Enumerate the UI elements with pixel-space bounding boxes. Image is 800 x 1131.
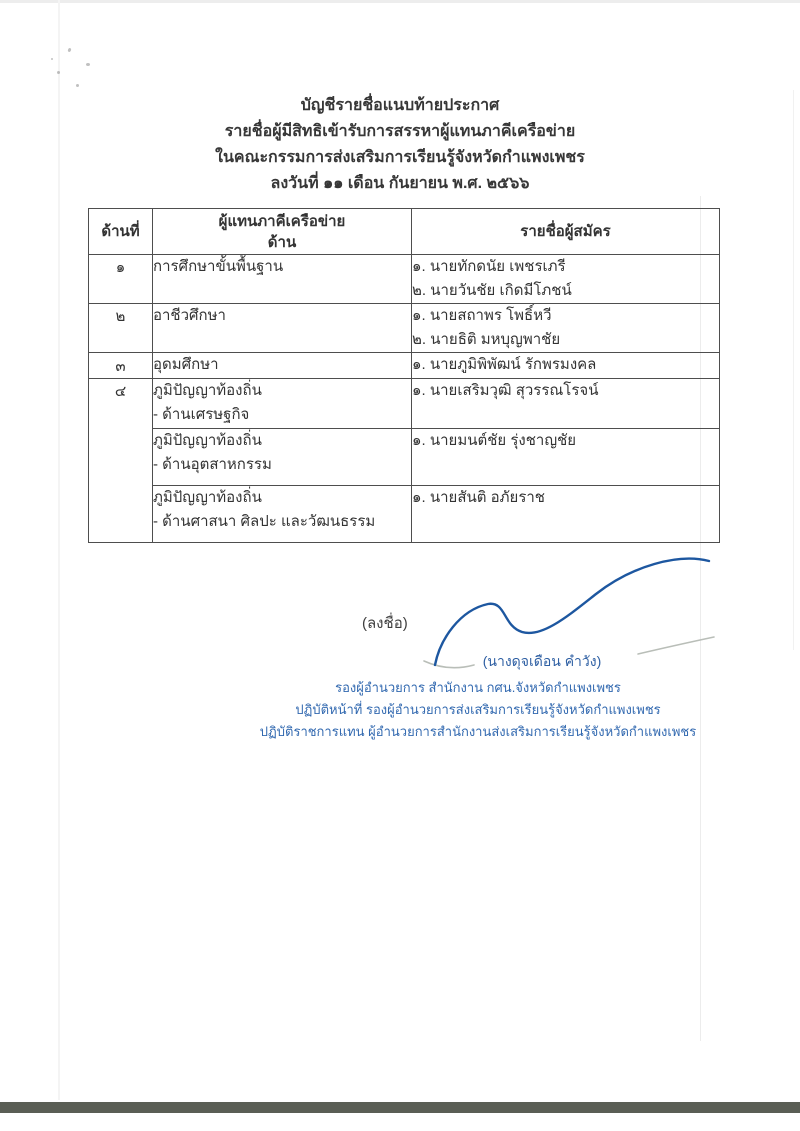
table-row [89,486,720,543]
title-line-2: รายชื่อผู้มีสิทธิเข้ารับการสรรหาผู้แทนภาคีเครือข่าย [224,123,576,140]
domain-cell: ภูมิปัญญาท้องถิ่น - ด้านศาสนา ศิลปะ และวัฒนธรรม [153,486,412,543]
candidates-cell: ๑. นายสถาพร โพธิ์หวี ๒. นายธิติ มหบุญพาชัย [412,304,720,353]
table-row [89,353,720,379]
candidates-table [88,208,720,543]
domain-cell: อาชีวศึกษา [153,304,412,353]
table-row [89,379,720,429]
candidates-cell: ๑. นายทักดนัย เพชรเภรี ๒. นายวันชัย เกิดมีโภชน์ [412,255,720,304]
candidates-cell: ๑. นายมนต์ชัย รุ่งชาญชัย [412,429,720,486]
title-line-1: บัญชีรายชื่อแนบท้ายประกาศ [300,97,500,114]
signature-stroke [435,559,709,665]
header-network-domain: ผู้แทนภาคีเครือข่าย ด้าน [153,209,412,255]
table-header-row [89,209,720,255]
scan-smudge [86,63,90,66]
header-candidate-names: รายชื่อผู้สมัคร [412,209,720,255]
signatory-role-line-3: ปฏิบัติราชการแทน ผู้อำนวยการสำนักงานส่งเสริมการเรียนรู้จังหวัดกำแพงเพชร [259,724,697,739]
scanner-bar [0,1102,800,1113]
document-title [0,93,800,197]
title-line-4: ลงวันที่ ๑๑ เดือน กันยายน พ.ศ. ๒๕๖๖ [270,175,530,192]
domain-cell: การศึกษาขั้นพื้นฐาน [153,255,412,304]
candidates-cell: ๑. นายสันติ อภัยราช [412,486,720,543]
domain-no-cell: ๑ [89,255,153,304]
signatory-role-line-1: รองผู้อำนวยการ สำนักงาน กศน.จังหวัดกำแพงเพชร [335,680,621,695]
table-row [89,304,720,353]
signatory-role-line-2: ปฏิบัติหน้าที่ รองผู้อำนวยการส่งเสริมการเรียนรู้จังหวัดกำแพงเพชร [295,702,661,717]
domain-cell: ภูมิปัญญาท้องถิ่น - ด้านอุตสาหกรรม [153,429,412,486]
domain-cell: อุดมศึกษา [153,353,412,379]
domain-no-cell: ๔ [89,379,153,543]
table-row [89,255,720,304]
scan-top-edge [0,0,800,3]
header-domain-no: ด้านที่ [89,209,153,255]
signatory-name: (นางดุจเดือน คำวัง) [482,653,602,669]
domain-cell: ภูมิปัญญาท้องถิ่น - ด้านเศรษฐกิจ [153,379,412,429]
table-row [89,429,720,486]
domain-no-cell: ๓ [89,353,153,379]
scan-smudge [57,71,60,74]
scan-smudge [76,84,79,87]
signature-label: (ลงชื่อ) [362,615,408,632]
domain-no-cell: ๒ [89,304,153,353]
scan-smudge [67,48,71,53]
title-line-3: ในคณะกรรมการส่งเสริมการเรียนรู้จังหวัดกำแพงเพชร [215,149,585,166]
candidates-cell: ๑. นายเสริมวุฒิ สุวรรณโรจน์ [412,379,720,429]
candidates-cell: ๑. นายภูมิพิพัฒน์ รักพรมงคล [412,353,720,379]
scan-smudge [51,58,53,60]
